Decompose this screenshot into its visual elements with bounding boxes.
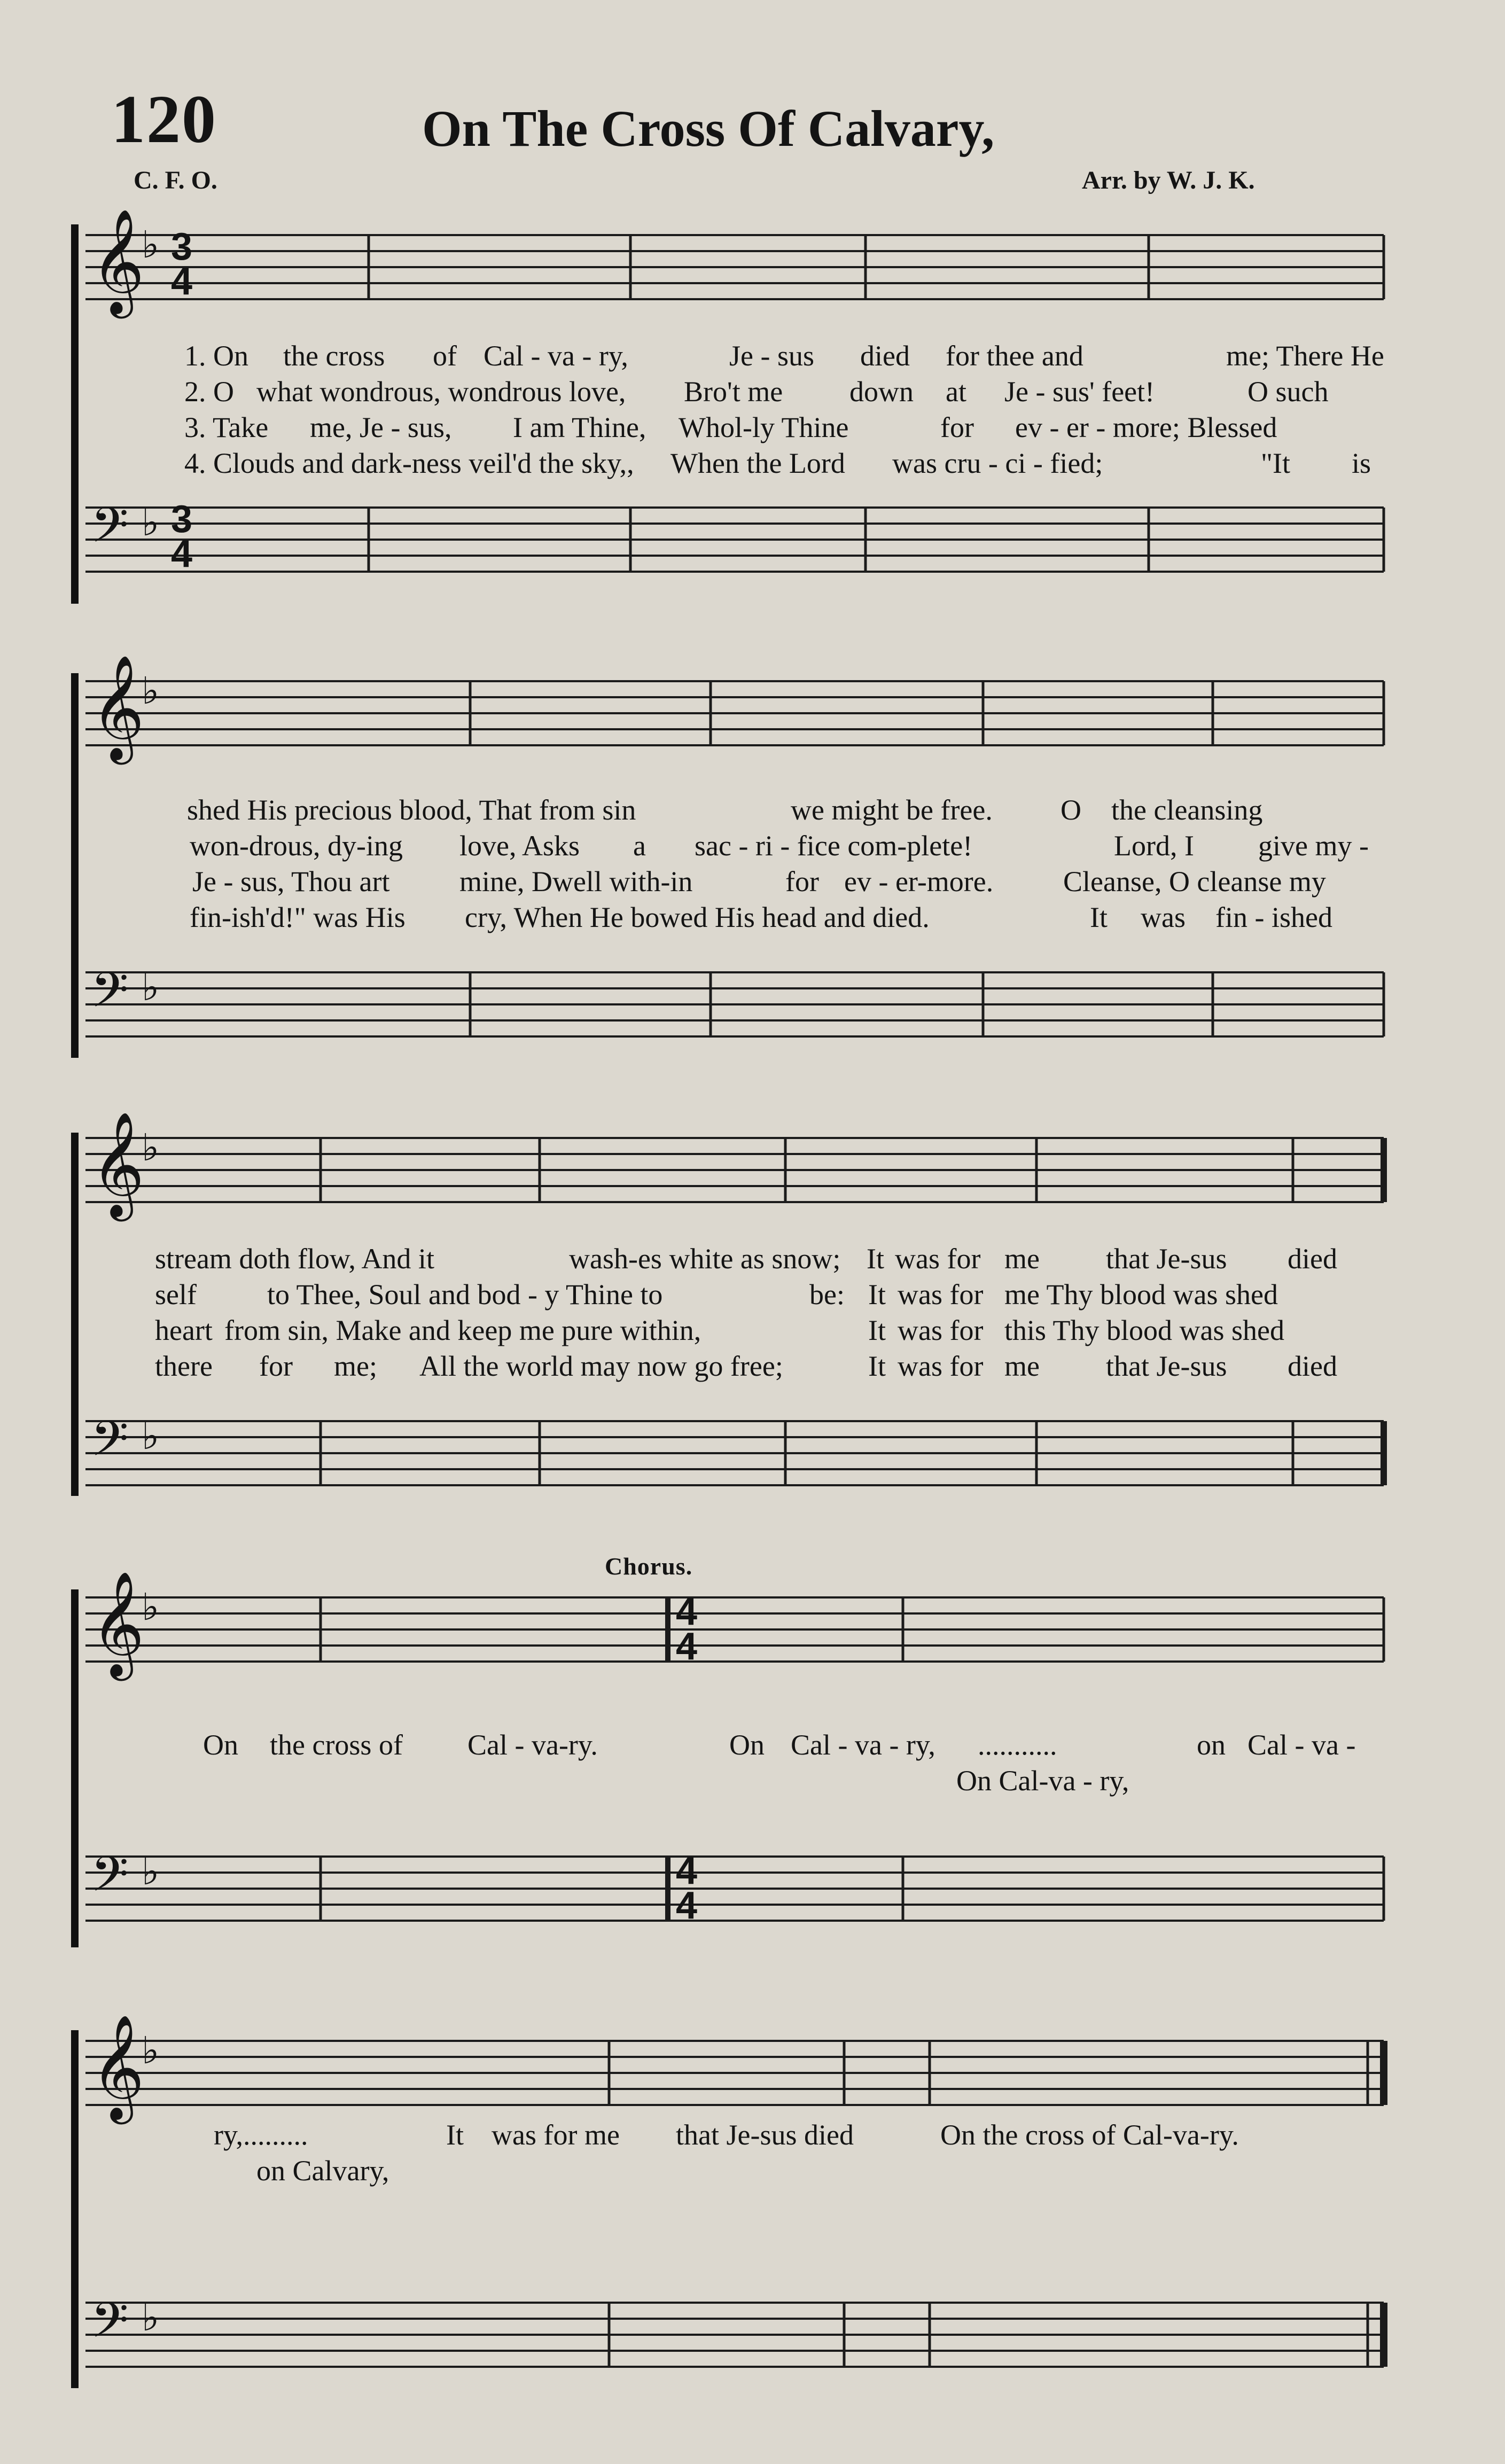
treble-clef-icon: 𝄞 (91, 658, 145, 758)
bass-clef-icon: 𝄢 (91, 1413, 129, 1478)
treble-clef-icon: 𝄞 (91, 1114, 145, 1215)
lyric-line-verse-4: there for me; All the world may now go free; It was for me that Je-sus died (155, 1350, 1337, 1382)
chorus-label: Chorus. (605, 1553, 693, 1580)
flat-sign-icon: ♭ (142, 2298, 160, 2339)
lyric-line-verse-3: heart from sin, Make and keep me pure within, It was for this Thy blood was shed (155, 1314, 1284, 1346)
flat-sign-icon: ♭ (142, 1128, 160, 1169)
lyric-line-verse-4: 4. Clouds and dark-ness veil'd the sky,, When the Lord was cru - ci - fied; "It is (184, 447, 1371, 479)
flat-sign-icon: ♭ (142, 1587, 160, 1628)
flat-sign-icon: ♭ (142, 225, 160, 266)
lyric-line-chorus: ry,......... It was for me that Je-sus died On the cross of Cal-va-ry. (214, 2119, 1239, 2151)
time-signature-chorus: 4 4 (676, 1590, 698, 1668)
flat-sign-icon: ♭ (142, 671, 160, 712)
lyric-line-verse-1: 1. On the cross of Cal - va - ry, Je - sus died for thee and me; There He (184, 340, 1384, 372)
treble-clef-icon: 𝄞 (91, 1574, 145, 1674)
treble-clef-icon: 𝄞 (91, 2017, 145, 2118)
lyric-line-verse-1: shed His precious blood, That from sin we might be free. O the cleansing (187, 794, 1263, 826)
flat-sign-icon: ♭ (142, 968, 160, 1009)
lyric-line-chorus: On the cross of Cal - va-ry. On Cal - va - ry, ........... on Cal - va - (203, 1729, 1356, 1761)
flat-sign-icon: ♭ (142, 1416, 160, 1457)
composer-credit: C. F. O. (134, 166, 217, 194)
bass-clef-icon: 𝄢 (91, 2294, 129, 2359)
treble-staff-5 (85, 2041, 1384, 2105)
lyric-line-verse-3: Je - sus, Thou art mine, Dwell with-in for ev - er-more. Cleanse, O cleanse my (192, 865, 1326, 898)
lyric-line-verse-3: 3. Take me, Je - sus, I am Thine, Whol-ly Thine for ev - er - more; Blessed (184, 411, 1277, 443)
lyric-line-verse-2: won-drous, dy-ing love, Asks a sac - ri - fice com-plete! Lord, I give my - (190, 830, 1369, 862)
hymn-title: On The Cross Of Calvary, (422, 100, 995, 157)
flat-sign-icon: ♭ (142, 1852, 160, 1893)
treble-clef-icon: 𝄞 (91, 212, 145, 312)
bass-clef-icon: 𝄢 (91, 499, 129, 564)
time-signature-verse: 3 4 (171, 225, 193, 303)
lyric-line-verse-2: 2. O what wondrous, wondrous love, Bro't me down at Je - sus' feet! O such (184, 376, 1329, 408)
lyric-line-verse-1: stream doth flow, And it wash-es white as snow; It was for me that Je-sus died (155, 1243, 1337, 1275)
lyric-line-verse-2: self to Thee, Soul and bod - y Thine to be: It was for me Thy blood was shed (155, 1278, 1278, 1311)
bass-clef-icon: 𝄢 (91, 964, 129, 1029)
bass-staff-5 (85, 2303, 1384, 2367)
arranger-credit: Arr. by W. J. K. (1082, 166, 1255, 194)
lyric-line-chorus-alt: On Cal-va - ry, (956, 1765, 1129, 1797)
bass-clef-icon: 𝄢 (91, 1848, 129, 1913)
time-signature-verse-bass: 3 4 (171, 498, 193, 575)
flat-sign-icon: ♭ (142, 503, 160, 544)
lyric-line-chorus-alt: on Calvary, (256, 2155, 389, 2187)
hymn-number: 120 (111, 81, 217, 157)
lyric-line-verse-4: fin-ish'd!" was His cry, When He bowed His head and died. It was fin - ished (190, 901, 1332, 933)
flat-sign-icon: ♭ (142, 2031, 160, 2072)
time-signature-chorus-bass: 4 4 (676, 1850, 698, 1927)
